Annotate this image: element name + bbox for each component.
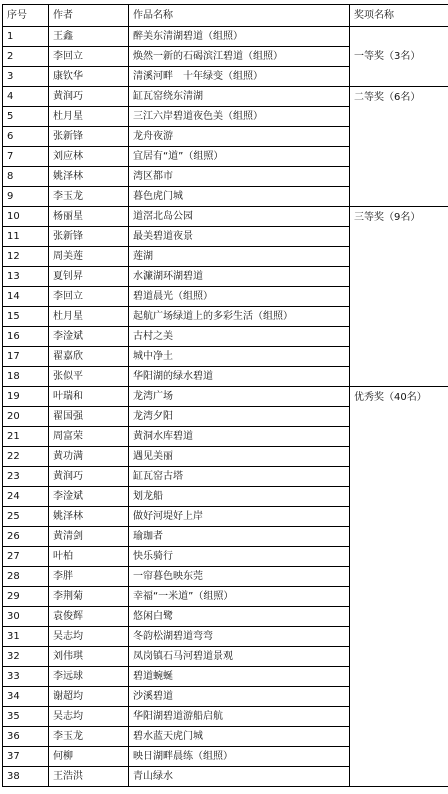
cell-no: 35 — [3, 707, 49, 727]
cell-author: 吴志均 — [49, 707, 129, 727]
table-row — [3, 387, 448, 407]
cell-work: 华阳湖的绿水碧道 — [129, 367, 350, 387]
cell-work: 华阳湖碧道游船启航 — [129, 707, 350, 727]
cell-author: 翟国强 — [49, 407, 129, 427]
cell-author: 李玉龙 — [49, 727, 129, 747]
cell-no: 1 — [3, 27, 49, 47]
cell-author: 李淦斌 — [49, 327, 129, 347]
cell-work: 碧水蓝天虎门城 — [129, 727, 350, 747]
cell-work: 古村之美 — [129, 327, 350, 347]
cell-no: 5 — [3, 107, 49, 127]
cell-author: 叶柏 — [49, 547, 129, 567]
cell-work: 一帘暮色映东莞 — [129, 567, 350, 587]
cell-no: 13 — [3, 267, 49, 287]
cell-award: 优秀奖（40名） — [350, 387, 448, 787]
cell-author: 李回立 — [49, 287, 129, 307]
cell-author: 李荆菊 — [49, 587, 129, 607]
cell-award: 三等奖（9名） — [350, 207, 448, 387]
cell-author: 吴志均 — [49, 627, 129, 647]
cell-work: 龙舟夜游 — [129, 127, 350, 147]
cell-no: 36 — [3, 727, 49, 747]
cell-work: 悠闲白鹭 — [129, 607, 350, 627]
cell-work: 遇见美丽 — [129, 447, 350, 467]
cell-author: 姚泽林 — [49, 167, 129, 187]
cell-no: 23 — [3, 467, 49, 487]
cell-no: 30 — [3, 607, 49, 627]
cell-no: 21 — [3, 427, 49, 447]
cell-no: 7 — [3, 147, 49, 167]
cell-author: 刘伟琪 — [49, 647, 129, 667]
cell-author: 黄润巧 — [49, 467, 129, 487]
header-award: 奖项名称 — [350, 5, 448, 27]
cell-no: 12 — [3, 247, 49, 267]
cell-award: 二等奖（6名） — [350, 87, 448, 207]
table-header-row — [3, 5, 448, 27]
cell-author: 王浩洪 — [49, 767, 129, 787]
header-work: 作品名称 — [129, 5, 350, 27]
cell-author: 李胖 — [49, 567, 129, 587]
cell-work: 瑜珈者 — [129, 527, 350, 547]
cell-author: 叶瑞和 — [49, 387, 129, 407]
cell-author: 谢超均 — [49, 687, 129, 707]
cell-work: 清溪河畔 十年绿变（组照） — [129, 67, 350, 87]
cell-author: 康钦华 — [49, 67, 129, 87]
cell-author: 夏钊昇 — [49, 267, 129, 287]
cell-no: 28 — [3, 567, 49, 587]
cell-no: 38 — [3, 767, 49, 787]
cell-author: 何柳 — [49, 747, 129, 767]
cell-work: 缸瓦窑绕东清湖 — [129, 87, 350, 107]
cell-author: 张新锋 — [49, 227, 129, 247]
cell-work: 城中净土 — [129, 347, 350, 367]
cell-no: 33 — [3, 667, 49, 687]
cell-no: 22 — [3, 447, 49, 467]
cell-work: 湾区都市 — [129, 167, 350, 187]
table-body — [3, 5, 448, 787]
cell-work: 暮色虎门城 — [129, 187, 350, 207]
cell-award: 一等奖（3名） — [350, 27, 448, 87]
cell-no: 29 — [3, 587, 49, 607]
cell-no: 2 — [3, 47, 49, 67]
cell-work: 宜居有“道”（组照） — [129, 147, 350, 167]
cell-work: 起航广场绿道上的多彩生活（组照） — [129, 307, 350, 327]
cell-no: 18 — [3, 367, 49, 387]
cell-author: 姚泽林 — [49, 507, 129, 527]
cell-work: 道滘北岛公园 — [129, 207, 350, 227]
cell-author: 张新锋 — [49, 127, 129, 147]
cell-author: 黄润巧 — [49, 87, 129, 107]
cell-no: 9 — [3, 187, 49, 207]
cell-no: 14 — [3, 287, 49, 307]
cell-author: 杨丽星 — [49, 207, 129, 227]
table-row — [3, 27, 448, 47]
cell-work: 龙湾夕阳 — [129, 407, 350, 427]
cell-work: 缸瓦窑古塔 — [129, 467, 350, 487]
cell-work: 幸福“一米道”（组照） — [129, 587, 350, 607]
cell-author: 周富荣 — [49, 427, 129, 447]
cell-author: 周美莲 — [49, 247, 129, 267]
header-no: 序号 — [3, 5, 49, 27]
cell-no: 37 — [3, 747, 49, 767]
cell-no: 20 — [3, 407, 49, 427]
cell-author: 李远球 — [49, 667, 129, 687]
cell-no: 4 — [3, 87, 49, 107]
cell-work: 凤岗镇石马河碧道景观 — [129, 647, 350, 667]
cell-no: 26 — [3, 527, 49, 547]
cell-work: 莲湖 — [129, 247, 350, 267]
cell-work: 醉美东清湖碧道（组照） — [129, 27, 350, 47]
cell-work: 碧道蜿蜒 — [129, 667, 350, 687]
cell-work: 映日湖畔晨练（组照） — [129, 747, 350, 767]
cell-no: 16 — [3, 327, 49, 347]
cell-no: 6 — [3, 127, 49, 147]
header-author: 作者 — [49, 5, 129, 27]
cell-no: 11 — [3, 227, 49, 247]
cell-no: 31 — [3, 627, 49, 647]
cell-work: 划龙船 — [129, 487, 350, 507]
cell-work: 做好河堤好上岸 — [129, 507, 350, 527]
cell-no: 15 — [3, 307, 49, 327]
cell-work: 沙溪碧道 — [129, 687, 350, 707]
cell-work: 黄洞水库碧道 — [129, 427, 350, 447]
cell-author: 杜月星 — [49, 107, 129, 127]
table-row — [3, 87, 448, 107]
cell-work: 碧道晨光（组照） — [129, 287, 350, 307]
cell-no: 24 — [3, 487, 49, 507]
cell-work: 水濂湖环湖碧道 — [129, 267, 350, 287]
cell-no: 32 — [3, 647, 49, 667]
cell-work: 三江六岸碧道夜色美（组照） — [129, 107, 350, 127]
cell-work: 青山绿水 — [129, 767, 350, 787]
cell-author: 李玉龙 — [49, 187, 129, 207]
cell-work: 焕然一新的石碣滨江碧道（组照） — [129, 47, 350, 67]
table-row — [3, 207, 448, 227]
cell-work: 冬韵松湖碧道弯弯 — [129, 627, 350, 647]
cell-author: 黄清剑 — [49, 527, 129, 547]
cell-author: 袁俊辉 — [49, 607, 129, 627]
cell-author: 黄功满 — [49, 447, 129, 467]
cell-author: 杜月星 — [49, 307, 129, 327]
cell-work: 快乐骑行 — [129, 547, 350, 567]
cell-no: 25 — [3, 507, 49, 527]
cell-no: 19 — [3, 387, 49, 407]
cell-no: 10 — [3, 207, 49, 227]
cell-no: 17 — [3, 347, 49, 367]
cell-no: 8 — [3, 167, 49, 187]
cell-author: 李回立 — [49, 47, 129, 67]
cell-no: 3 — [3, 67, 49, 87]
cell-work: 最美碧道夜景 — [129, 227, 350, 247]
cell-author: 张似平 — [49, 367, 129, 387]
cell-author: 翟嘉欣 — [49, 347, 129, 367]
cell-no: 27 — [3, 547, 49, 567]
cell-author: 刘应林 — [49, 147, 129, 167]
cell-no: 34 — [3, 687, 49, 707]
cell-work: 龙湾广场 — [129, 387, 350, 407]
cell-author: 王鑫 — [49, 27, 129, 47]
cell-author: 李淦斌 — [49, 487, 129, 507]
award-winners-table — [2, 4, 448, 787]
